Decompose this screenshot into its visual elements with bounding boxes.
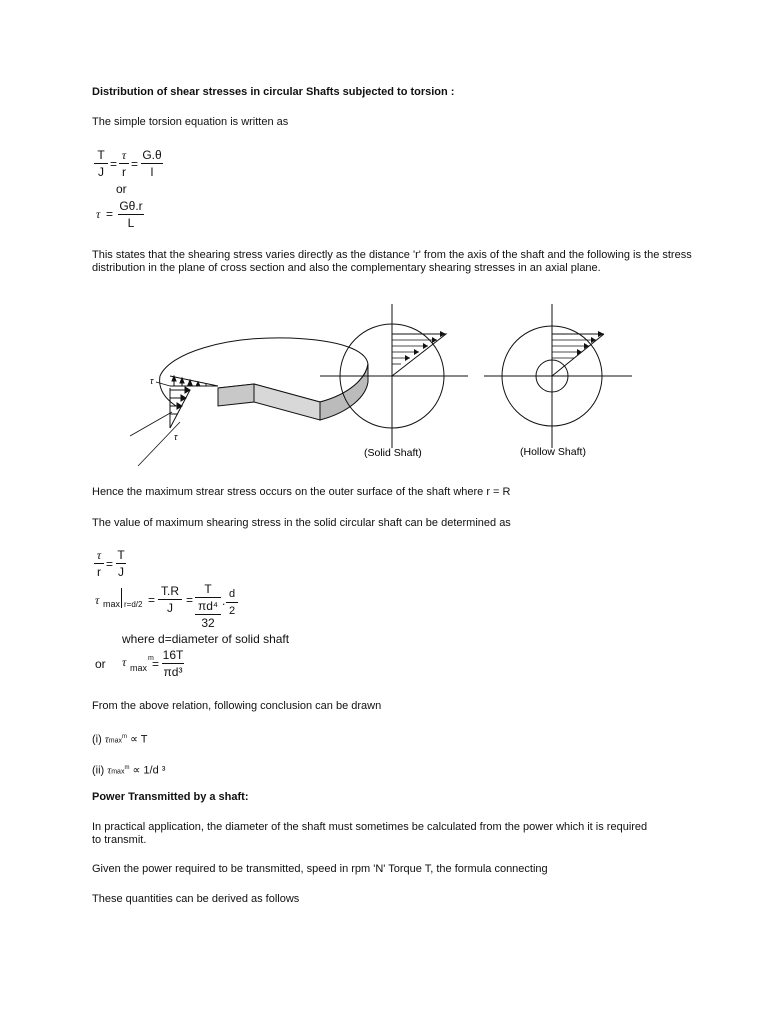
numerator: G.θ: [142, 148, 162, 162]
max-subscript: max: [111, 768, 125, 776]
derivation-paragraph: These quantities can be derived as follows: [92, 893, 300, 905]
equals-sign: =: [110, 157, 118, 171]
tau-label-bottom: τ: [174, 432, 178, 442]
power-paragraph: In practical application, the diameter of the shaft must sometimes be calculated from the power which it is required to transmit.: [92, 821, 648, 846]
formula-paragraph: Given the power required to be transmitted, speed in rpm 'N' Torque T, the formula connecting: [92, 863, 548, 875]
fraction-G-theta-over-l: [141, 148, 163, 179]
hollow-shaft-label: (Hollow Shaft): [520, 446, 586, 458]
numerator: T: [204, 582, 212, 596]
equals-sign: =: [152, 657, 160, 671]
denominator: J: [98, 165, 104, 179]
evaluation-subscript: r=d/2: [124, 600, 143, 609]
item-prefix: (ii): [92, 764, 105, 777]
fraction-G-theta-r-over-L: [118, 199, 144, 230]
equals-sign: =: [148, 593, 156, 607]
tau-symbol: τ: [107, 764, 112, 777]
tau-symbol: τ: [104, 733, 109, 746]
denominator: πd³: [163, 665, 183, 679]
hollow-shaft-diagram: [484, 304, 632, 448]
stress-distribution-figure: [130, 298, 640, 470]
fraction-T-over-polar-moment: [195, 582, 221, 630]
denominator: J: [118, 565, 124, 579]
fraction-tau-over-r: [119, 148, 129, 179]
max-stress-paragraph: Hence the maximum strear stress occurs on the outer surface of the shaft where r = R: [92, 486, 511, 498]
m-superscript: m: [148, 655, 154, 662]
where-text: where d=diameter of solid shaft: [122, 632, 290, 646]
denominator: J: [167, 601, 173, 615]
fraction-16T-over-pi-d-cubed: [162, 648, 184, 679]
numerator: d: [228, 588, 236, 600]
dot-operator: .: [222, 594, 226, 608]
proportional-text: ∝ 1/d ³: [132, 764, 166, 777]
fraction-T-over-J: [94, 148, 108, 179]
equals-sign: =: [131, 157, 139, 171]
power-heading: Power Transmitted by a shaft:: [92, 791, 249, 803]
denominator-32: 32: [201, 616, 215, 630]
tau-symbol: τ: [96, 207, 101, 221]
or-text: or: [95, 657, 106, 671]
max-subscript: max: [103, 599, 121, 609]
denominator: l: [150, 165, 154, 179]
max-subscript: max: [108, 737, 123, 745]
denominator: 2: [228, 605, 236, 617]
intro-text: The simple torsion equation is written as: [92, 116, 289, 128]
numerator: τ: [96, 548, 102, 562]
solid-shaft-diagram: [320, 304, 468, 448]
or-text: or: [116, 182, 127, 196]
numerator: T.R: [161, 584, 179, 598]
denominator: πd⁴: [197, 599, 219, 613]
denominator: r: [122, 165, 126, 179]
conclusion-item-2: [92, 762, 165, 779]
fraction-TR-over-J: [158, 584, 182, 615]
fraction-tau-over-r: [94, 548, 104, 579]
fraction-T-over-J: [116, 548, 126, 579]
equals-sign: =: [106, 207, 114, 221]
tau-max-symbol: τ: [122, 655, 127, 669]
numerator: T: [117, 548, 125, 562]
numerator: T: [97, 148, 105, 162]
numerator: Gθ.r: [119, 199, 143, 213]
equals-sign: =: [106, 557, 114, 571]
tau-max-symbol: τ: [95, 593, 100, 607]
equals-sign: =: [186, 593, 194, 607]
shaft-slice-drawing: [130, 338, 368, 466]
item-prefix: (i): [92, 733, 102, 746]
m-superscript: m: [124, 765, 130, 771]
solid-shaft-label: (Solid Shaft): [364, 447, 422, 459]
denominator: r: [97, 565, 101, 579]
evaluation-bar: [121, 588, 122, 608]
proportional-text: ∝ T: [130, 733, 148, 746]
conclusion-intro: From the above relation, following conclusion can be drawn: [92, 700, 382, 712]
tau-label-top: τ: [150, 376, 154, 386]
fraction-d-over-2: [226, 587, 238, 618]
m-superscript: m: [122, 734, 128, 740]
max-stress-solid-paragraph: The value of maximum shearing stress in the solid circular shaft can be determined as: [92, 517, 511, 529]
section-heading: Distribution of shear stresses in circular Shafts subjected to torsion :: [92, 86, 455, 98]
max-subscript: max: [130, 663, 148, 673]
conclusion-item-1: [92, 731, 148, 748]
stress-distribution-paragraph: This states that the shearing stress varies directly as the distance 'r' from the axis of the shaft and the following is the stress distribution in the plane of cross section and also the complementary shearing stresses in an axial plane.: [92, 249, 692, 274]
denominator: L: [127, 216, 135, 230]
numerator: 16T: [162, 648, 184, 662]
numerator: τ: [121, 148, 127, 162]
